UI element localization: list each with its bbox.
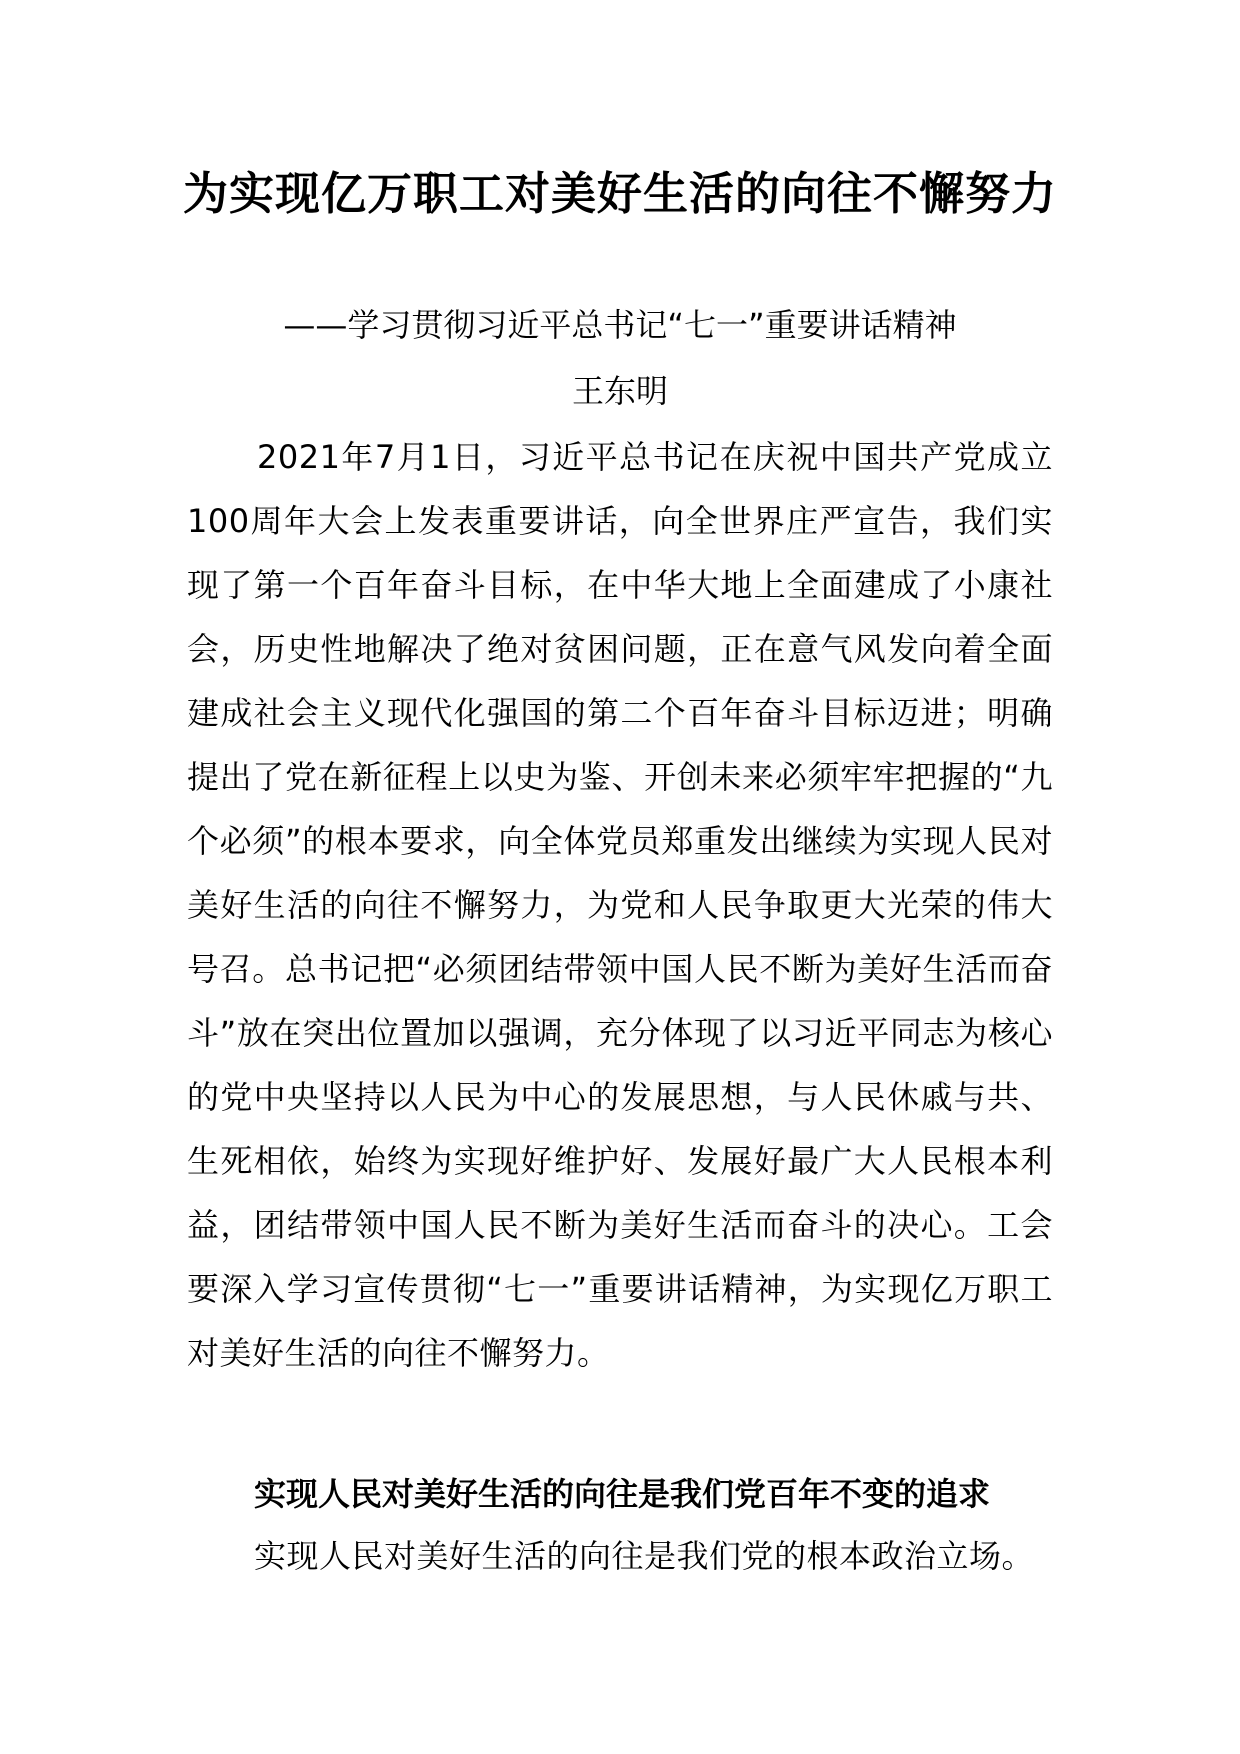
document-title: 为实现亿万职工对美好生活的向往不懈努力	[182, 167, 1057, 220]
body-paragraph: 2021年7月1日，习近平总书记在庆祝中国共产党成立100周年大会上发表重要讲话，向全世界庄严宣告，我们实现了第一个百年奋斗目标，在中华大地上全面建成了小康社会，历史性地解决了绝对贫困问题，正在意气风发向着全面建成社会主义现代化强国的第二个百年奋斗目标迈进；明确提出了党在新征程上以史为鉴、开创未来必须牢牢把握的“九个必须”的根本要求，向全体党员郑重发出继续为实现人民对美好生活的向往不懈努力，为党和人民争取更大光荣的伟大号召。总书记把“必须团结带领中国人民不断为美好生活而奋斗”放在突出位置加以强调，充分体现了以习近平同志为核心的党中央坚持以人民为中心的发展思想，与人民休戚与共、生死相依，始终为实现好维护好、发展好最广大人民根本利益，团结带领中国人民不断为美好生活而奋斗的决心。工会要深入学习宣传贯彻“七一”重要讲话精神，为实现亿万职工对美好生活的向往不懈努力。	[187, 438, 1053, 1372]
author-name: 王东明	[571, 372, 668, 410]
section-paragraph: 实现人民对美好生活的向往是我们党的根本政治立场。	[254, 1537, 1035, 1575]
document-subtitle: ——学习贯彻习近平总书记“七一”重要讲话精神	[283, 306, 957, 344]
section-heading: 实现人民对美好生活的向往是我们党百年不变的追求	[254, 1475, 991, 1513]
